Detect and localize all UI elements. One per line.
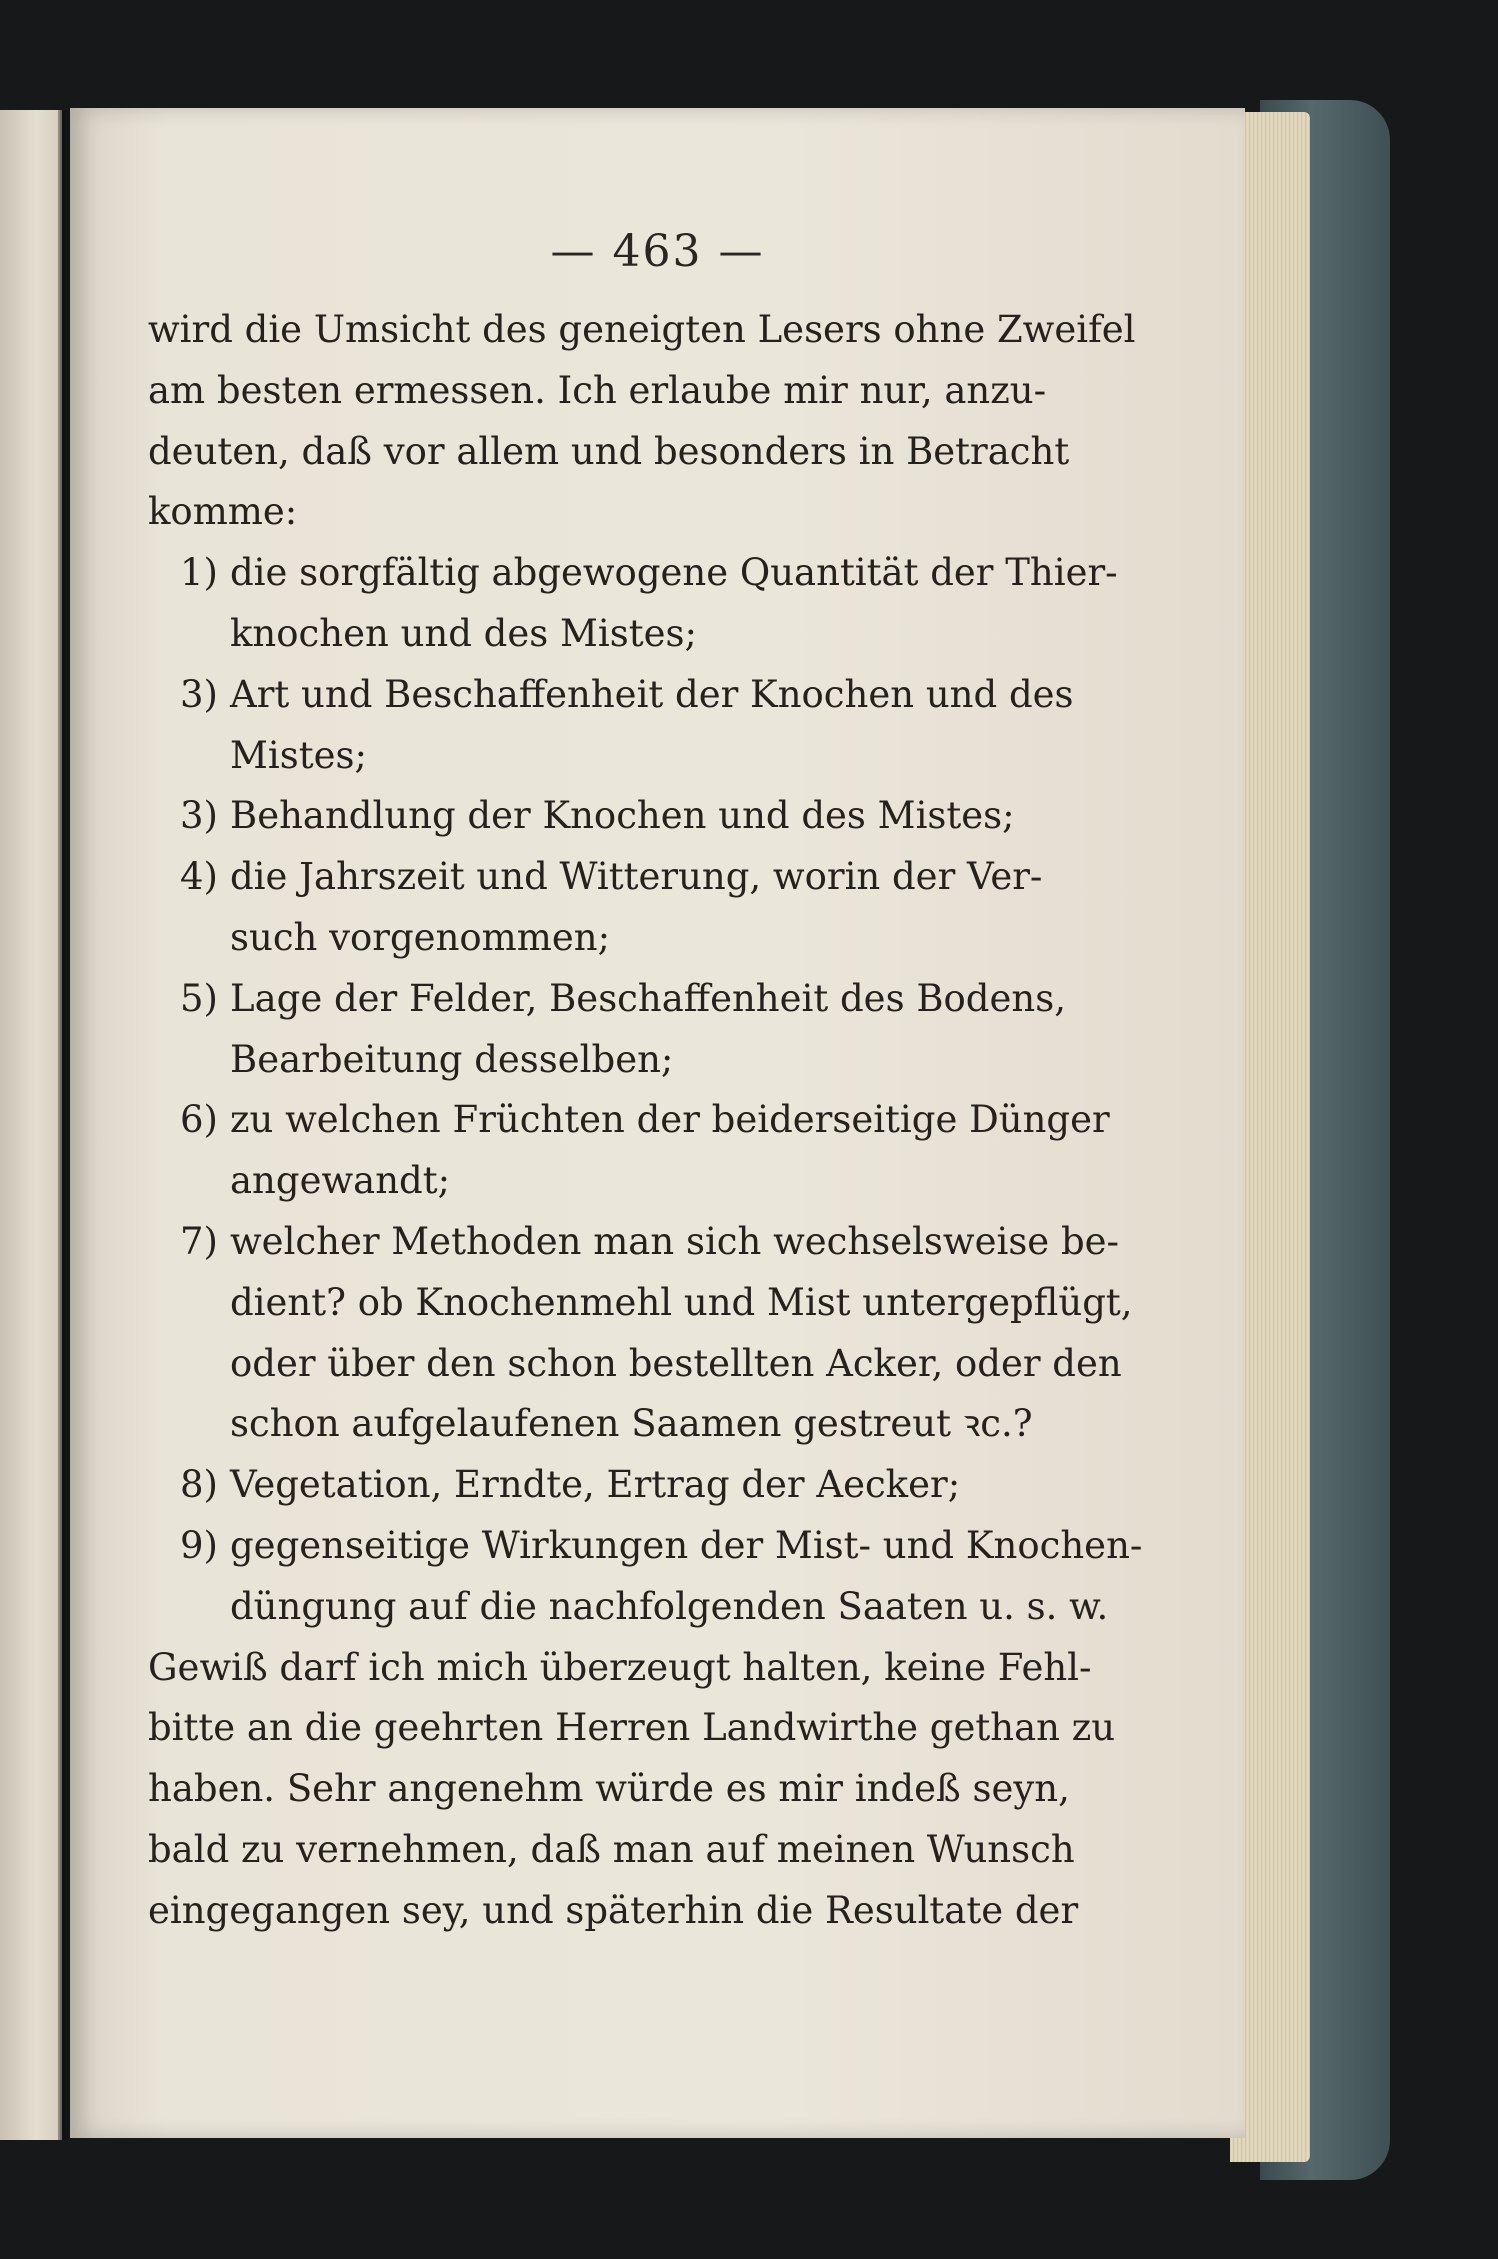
list-number: 4) (180, 855, 218, 899)
list-text: Mistes; (230, 733, 367, 777)
list-text: Art und Beschaffenheit der Knochen und des (230, 672, 1074, 716)
list-item (148, 1090, 1108, 1212)
list-text: Behandlung der Knochen und des Mistes; (230, 794, 1015, 838)
list-text: dient? ob Knochenmehl und Mist untergepflügt, (230, 1280, 1133, 1324)
list-text: Lage der Felder, Beschaffenheit des Bodens, (230, 976, 1066, 1020)
list-text: zu welchen Früchten der beiderseitige Dünger (230, 1098, 1110, 1142)
list-number: 6) (180, 1098, 218, 1142)
closing-line: bitte an die geehrten Herren Landwirthe gethan zu (148, 1706, 1116, 1750)
list-item (148, 786, 1108, 847)
page-number: — 463 — (550, 226, 765, 277)
book-page (70, 108, 1245, 2138)
list-text: düngung auf die nachfolgenden Saaten u. s. w. (230, 1584, 1109, 1628)
list-number: 1) (180, 551, 218, 595)
intro-line: deuten, daß vor allem und besonders in Betracht (148, 429, 1070, 473)
list-number: 7) (180, 1219, 218, 1263)
intro-line: wird die Umsicht des geneigten Lesers ohne Zweifel (148, 308, 1136, 351)
list-text: welcher Methoden man sich wechselsweise be- (230, 1219, 1120, 1263)
list-text: die sorgfältig abgewogene Quantität der Thier- (230, 551, 1118, 595)
intro-line: am besten ermessen. Ich erlaube mir nur, anzu- (148, 368, 1047, 412)
intro-line: komme: (148, 490, 298, 534)
list-item (148, 665, 1108, 787)
list-item (148, 1516, 1143, 1638)
list-number: 8) (180, 1463, 218, 1507)
list-text: Bearbeitung desselben; (230, 1037, 674, 1081)
list-text: schon aufgelaufenen Saamen gestreut ꝛc.? (230, 1402, 1033, 1446)
list-item (148, 847, 1108, 969)
list-text: oder über den schon bestellten Acker, oder den (230, 1341, 1122, 1385)
closing-line: eingegangen sey, und späterhin die Resultate der (148, 1888, 1079, 1932)
list-item (148, 969, 1108, 1091)
list-text: such vorgenommen; (230, 915, 611, 959)
list-text: knochen und des Mistes; (230, 611, 697, 655)
list-item (148, 543, 1118, 665)
list-number: 3) (180, 794, 218, 838)
list-number: 9) (180, 1523, 218, 1567)
closing-line: Gewiß darf ich mich überzeugt halten, keine Fehl- (148, 1645, 1092, 1689)
closing-line: haben. Sehr angenehm würde es mir indeß seyn, (148, 1767, 1070, 1811)
facing-page-edge (0, 110, 62, 2140)
list-text: Vegetation, Erndte, Ertrag der Aecker; (230, 1463, 961, 1507)
list-text: die Jahrszeit und Witterung, worin der Ver- (230, 855, 1043, 899)
list-number: 3) (180, 672, 218, 716)
list-item (148, 1455, 1108, 1516)
list-item (148, 1212, 1133, 1455)
closing-line: bald zu vernehmen, daß man auf meinen Wunsch (148, 1827, 1075, 1871)
page-text (148, 300, 1143, 1942)
list-text: gegenseitige Wirkungen der Mist- und Knochen- (230, 1523, 1143, 1567)
list-number: 5) (180, 976, 218, 1020)
list-text: angewandt; (230, 1159, 451, 1203)
